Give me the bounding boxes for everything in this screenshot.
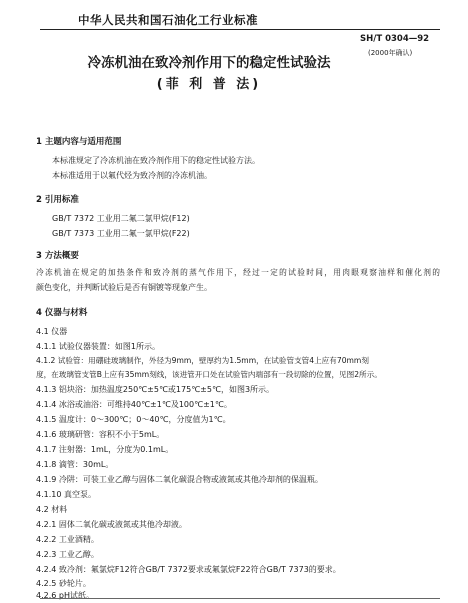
clause-line: 4.2.2 工业酒精。 <box>36 535 99 544</box>
clause-line: 4.2.1 固体二氧化碳或液氮或其他冷却液。 <box>36 520 187 529</box>
clause-line: 4.1.3 铝块浴：加热温度250℃±5℃或175℃±5℃，如图3所示。 <box>36 385 275 394</box>
header-rule <box>40 29 440 30</box>
subsection-heading: 4.2 材料 <box>36 505 68 514</box>
body-line: 本标准适用于以氟代烃为致冷剂的冷冻机油。 <box>52 171 212 180</box>
clause-line: 4.1.10 真空泵。 <box>36 490 96 499</box>
clause-line: 4.1.2 试验管：用硼硅玻璃制作，外径为9mm，壁厚约为1.5mm，在试验管支管4上应有70mm刻 <box>36 356 369 365</box>
clause-line: 4.1.7 注射器：1mL，分度为0.1mL。 <box>36 445 174 454</box>
section-heading: 1 主题内容与适用范围 <box>36 137 122 147</box>
body-line: 本标准规定了冷冻机油在致冷剂作用下的稳定性试验方法。 <box>52 156 260 165</box>
clause-line: 4.1.1 试验仪器装置：如图1所示。 <box>36 342 160 351</box>
clause-line: 4.2.5 砂轮片。 <box>36 579 91 588</box>
clause-line: 4.1.9 冷阱：可装工业乙醇与固体二氧化碳混合物或液氮或其他冷却剂的保温瓶。 <box>36 475 323 484</box>
confirmation-note: (2000年确认) <box>368 49 413 57</box>
footer-rule <box>40 598 440 599</box>
document-title: 冷冻机油在致冷剂作用下的稳定性试验法 <box>87 55 331 71</box>
subsection-heading: 4.1 仪器 <box>36 327 68 336</box>
organization-title: 中华人民共和国石油化工行业标准 <box>78 13 258 27</box>
document-subtitle: (菲 利 普 法) <box>156 77 262 92</box>
standard-number: SH/T 0304—92 <box>360 34 430 44</box>
section-heading: 4 仪器与材料 <box>36 308 88 318</box>
section-heading: 2 引用标准 <box>36 195 79 205</box>
clause-line: 度，在玻璃管支管B上应有35mm刻线，该进管开口处在试验管内端部有一段切除的位置，见图2所示。 <box>36 370 382 379</box>
clause-line: 4.1.8 滴管：30mL。 <box>36 460 114 469</box>
body-line: 冷冻机油在规定的加热条件和致冷剂的蒸气作用下，经过一定的试验时间，用肉眼观察油样和催化剂的 <box>36 268 440 277</box>
body-line: 颜色变化，并判断试验后是否有铜镀等现象产生。 <box>36 283 212 292</box>
clause-line: 4.1.5 温度计：0～300℃；0～40℃，分度值为1℃。 <box>36 415 231 424</box>
clause-line: 4.2.3 工业乙醇。 <box>36 550 99 559</box>
reference-line: GB/T 7372 工业用二氟二氯甲烷(F12) <box>52 214 190 223</box>
clause-line: 4.1.4 冰浴或油浴：可维持40℃±1℃及100℃±1℃。 <box>36 400 232 409</box>
clause-line: 4.2.6 pH试纸。 <box>36 591 94 600</box>
clause-line: 4.1.6 玻璃研管：容积不小于5mL。 <box>36 430 165 439</box>
reference-line: GB/T 7373 工业用二氟一氯甲烷(F22) <box>52 229 190 238</box>
clause-line: 4.2.4 致冷剂：氟氯烷F12符合GB/T 7372要求或氟氯烷F22符合GB/T 7373的要求。 <box>36 565 341 574</box>
section-heading: 3 方法概要 <box>36 251 79 261</box>
